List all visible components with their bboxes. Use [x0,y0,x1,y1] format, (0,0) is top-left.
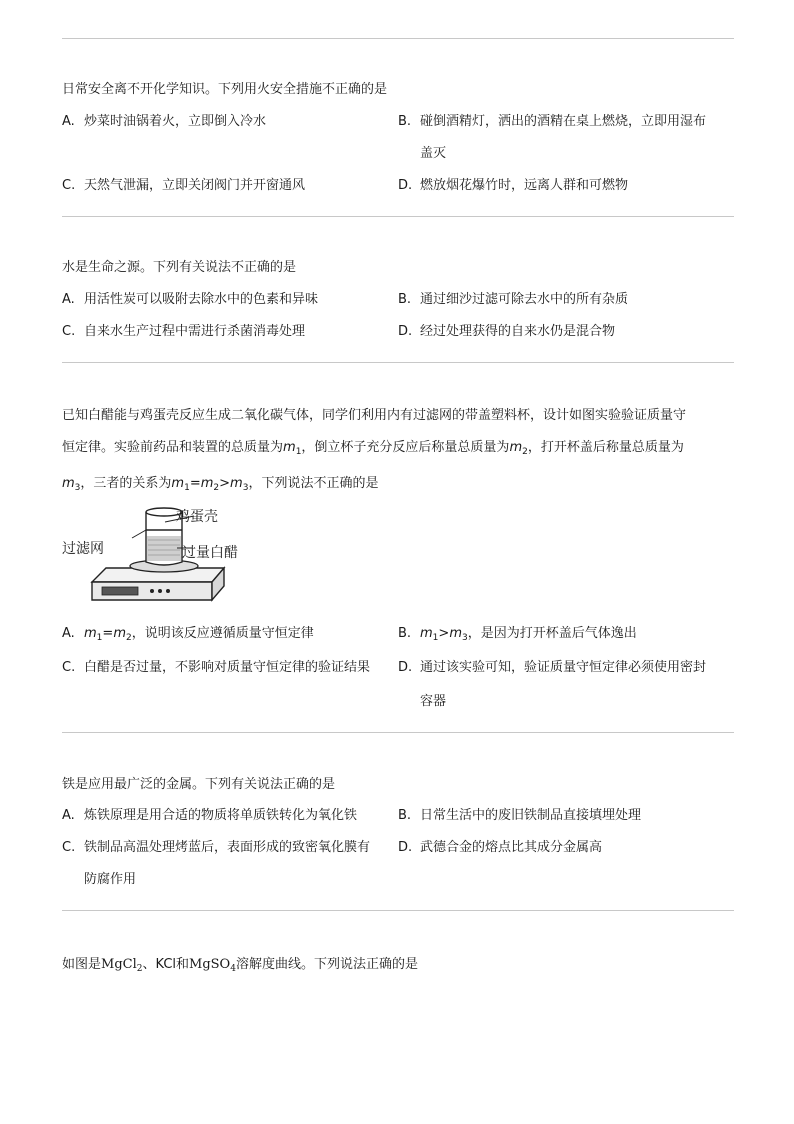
var-m: m [509,440,523,455]
option-c[interactable]: C. 铁制品高温处理烤蓝后，表面形成的致密氧化膜有 [62,840,371,855]
option-c-continuation: 防腐作用 [84,872,137,887]
label-eggshell: 鸡蛋壳 [176,509,218,525]
option-b[interactable]: B. 碰倒酒精灯，洒出的酒精在桌上燃烧，立即用湿布 [398,114,707,129]
var-m: m [230,476,243,491]
formula-mgcl2: MgCl [101,957,137,972]
option-c[interactable]: C. 自来水生产过程中需进行杀菌消毒处理 [62,324,306,339]
option-a[interactable]: A. $m_1=m_2$，说明该反应遵循质量守恒定律 [62,626,314,643]
option-d[interactable]: D. 经过处理获得的自来水仍是混合物 [398,324,616,339]
divider [62,910,734,911]
option-c[interactable]: C. 天然气泄漏，立即关闭阀门并开窗通风 [62,178,306,193]
divider [62,362,734,363]
formula-mgso4: MgSO [189,957,231,972]
label-filter-net: 过滤网 [62,541,104,557]
option-b[interactable]: B. 通过细沙过滤可除去水中的所有杂质 [398,292,629,307]
var-m: m [200,476,214,491]
divider [62,216,734,217]
option-d[interactable]: D. 燃放烟花爆竹时，远离人群和可燃物 [398,178,629,193]
option-b[interactable]: B. 日常生活中的废旧铁制品直接填埋处理 [398,808,642,823]
option-d[interactable]: D. 武德合金的熔点比其成分金属高 [398,840,603,855]
option-a[interactable]: A. 用活性炭可以吸附去除水中的色素和异味 [62,292,319,307]
divider [62,38,734,39]
question-stem: 水是生命之源。下列有关说法不正确的是 [62,260,297,275]
question-stem: 如图是MgCl$_2$、KCl和MgSO$_4$溶解度曲线。下列说法正确的是 [62,957,418,974]
stem-line: $m_3$，三者的关系为$m_1=m_2>m_3$，下列说法不正确的是 [62,476,379,493]
stem-line: 恒定律。实验前药品和装置的总质量为$m_1$，倒立杯子充分反应后称量总质量为$m_2$，打开杯盖后称量总质量为 [62,440,684,457]
label-vinegar: 过量白醋 [182,545,238,561]
question-stem [62,400,734,504]
option-d-continuation: 容器 [420,694,447,709]
question-stem: 铁是应用最广泛的金属。下列有关说法正确的是 [62,777,336,792]
divider [62,732,734,733]
option-b[interactable]: B. $m_1>m_3$，是因为打开杯盖后气体逸出 [398,626,637,643]
option-a[interactable]: A. 炒菜时油锅着火，立即倒入冷水 [62,114,267,129]
option-c[interactable]: C. 白醋是否过量，不影响对质量守恒定律的验证结果 [62,660,371,675]
var-m: m [62,476,75,491]
var-m: m [283,440,296,455]
var-m: m [171,476,185,491]
option-b-continuation: 盖灭 [420,146,447,161]
option-a[interactable]: A. 炼铁原理是用合适的物质将单质铁转化为氧化铁 [62,808,358,823]
question-stem: 日常安全离不开化学知识。下列用火安全措施不正确的是 [62,82,388,97]
experiment-figure [62,502,262,612]
stem-line: 已知白醋能与鸡蛋壳反应生成二氧化碳气体，同学们利用内有过滤网的带盖塑料杯，设计如图实验验证质量守 [62,408,687,423]
option-d[interactable]: D. 通过该实验可知，验证质量守恒定律必须使用密封 [398,660,707,675]
